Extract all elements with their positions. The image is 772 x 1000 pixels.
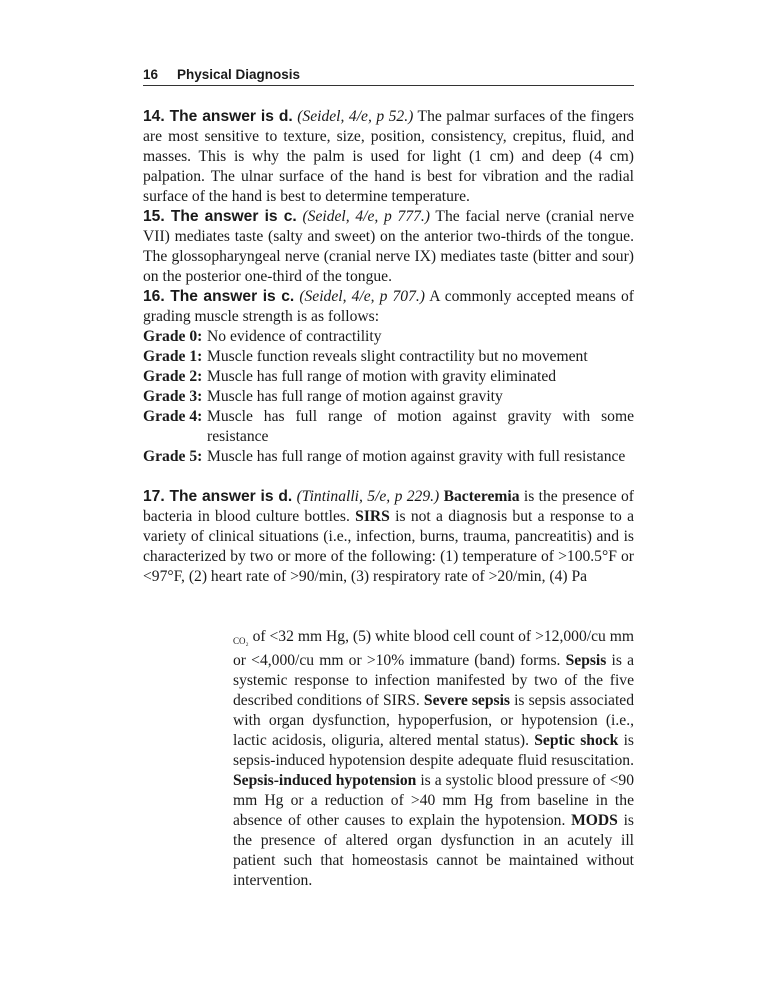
answer-16 — [143, 287, 634, 327]
co2-subscript: CO₂ — [233, 636, 249, 646]
answer-17-text: is not a diagnosis but a response to a variety of clinical situations (i.e., infection, burns, trauma, pancreatitis) and is characterized by two or more of the following: (1) temperature of >100.5°F or <97°F, (2) heart rate of >90/min, (3) respiratory rate of >20/min, (4) Pa — [143, 508, 634, 585]
answer-17-continued — [143, 627, 634, 891]
answer-17-citation: (Tintinalli, 5/e, p 229.) — [296, 488, 440, 505]
answer-17-text: of <32 mm Hg, (5) white blood cell count of >12,000/cu mm or <4,000/cu mm or >10% immature (band) forms. — [233, 628, 634, 669]
term-bacteremia: Bacteremia — [443, 488, 520, 505]
grade-row — [143, 447, 634, 467]
section-spacer — [143, 587, 634, 627]
answer-17-text: is a systolic blood pressure of <90 mm Hg or a reduction of >40 mm Hg from baseline in the absence of other causes to explain the hypotension. — [233, 772, 634, 829]
grade-text: Muscle has full range of motion against gravity with some resistance — [207, 408, 634, 445]
answer-16-citation: (Seidel, 4/e, p 707.) — [299, 288, 425, 305]
answer-15-citation: (Seidel, 4/e, p 777.) — [302, 208, 430, 225]
page-body — [143, 107, 634, 891]
grade-label: Grade 1: — [143, 348, 203, 365]
term-severe-sepsis: Severe sepsis — [423, 692, 510, 709]
grade-label: Grade 0: — [143, 328, 203, 345]
running-title: Physical Diagnosis — [177, 67, 301, 82]
answer-16-text: A commonly accepted means of grading muscle strength is as follows: — [143, 288, 634, 325]
running-header — [143, 66, 634, 86]
term-sepsis: Sepsis — [565, 652, 607, 669]
answer-17 — [143, 487, 634, 587]
answer-14 — [143, 107, 634, 207]
grade-label: Grade 5: — [143, 448, 203, 465]
grade-row — [143, 387, 634, 407]
grade-text: No evidence of contractility — [207, 328, 382, 345]
answer-14-label: 14. The answer is d. — [143, 108, 293, 125]
answer-15 — [143, 207, 634, 287]
grade-text: Muscle has full range of motion against gravity — [207, 388, 503, 405]
answer-17-label: 17. The answer is d. — [143, 488, 293, 505]
answer-17-text: is sepsis-induced hypotension despite adequate fluid resuscitation. — [233, 732, 634, 769]
answer-15-text: The facial nerve (cranial nerve VII) mediates taste (salty and sweet) on the anterior two-thirds of the tongue. The glossopharyngeal nerve (cranial nerve IX) mediates taste (bitter and sour) on the posterior one-third of the tongue. — [143, 208, 634, 285]
grade-text: Muscle has full range of motion with gravity eliminated — [207, 368, 557, 385]
grade-label: Grade 3: — [143, 388, 203, 405]
answer-16-label: 16. The answer is c. — [143, 288, 295, 305]
term-septic-shock: Septic shock — [534, 732, 619, 749]
grade-row — [143, 327, 634, 347]
grade-row — [143, 407, 634, 447]
grade-text: Muscle has full range of motion against gravity with full resistance — [207, 448, 626, 465]
grade-row — [143, 347, 634, 367]
answer-15-label: 15. The answer is c. — [143, 208, 297, 225]
answer-14-text: The palmar surfaces of the fingers are most sensitive to texture, size, position, consistency, crepitus, fluid, and masses. This is why the palm is used for light (1 cm) and deep (4 cm) palpation. The ulnar surface of the hand is best for vibration and the radial surface of the hand is best to determine temperature. — [143, 108, 634, 205]
answer-17-text: is a systemic response to infection manifested by two of the five described conditions of SIRS. — [233, 652, 634, 709]
answer-14-citation: (Seidel, 4/e, p 52.) — [297, 108, 414, 125]
grade-text: Muscle function reveals slight contractility but no movement — [207, 348, 588, 365]
grade-label: Grade 4: — [143, 408, 203, 425]
term-sepsis-induced-hypotension: Sepsis-induced hypotension — [233, 772, 417, 789]
grade-row — [143, 367, 634, 387]
term-sirs: SIRS — [355, 508, 390, 525]
answer-17-text: is the presence of bacteria in blood culture bottles. — [143, 488, 634, 525]
term-mods: MODS — [571, 812, 618, 829]
answer-17-text: is the presence of altered organ dysfunction in an acutely ill patient such that homeostasis cannot be maintained without intervention. — [233, 812, 634, 889]
page-number: 16 — [143, 67, 159, 82]
answer-17-text: is sepsis associated with organ dysfunction, hypoperfusion, or hypotension (i.e., lactic acidosis, oliguria, altered mental status). — [233, 692, 635, 749]
section-spacer — [143, 467, 634, 487]
grade-label: Grade 2: — [143, 368, 203, 385]
